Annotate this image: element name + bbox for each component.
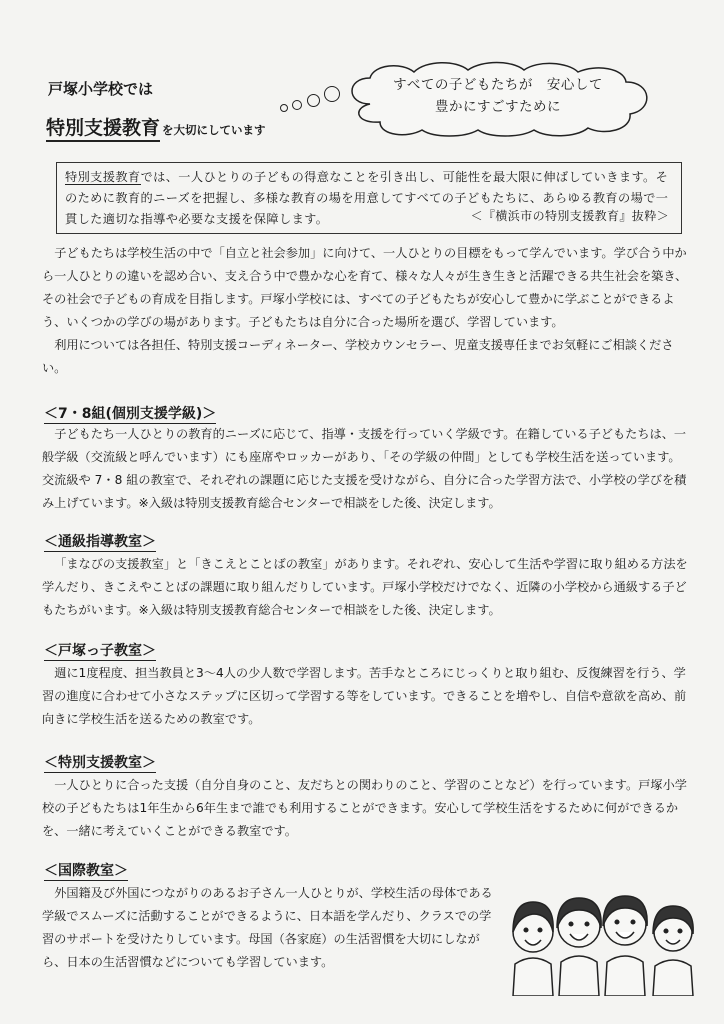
- child-figure: [653, 906, 693, 996]
- quote-text: では、一人ひとりの子どもの得意なことを引き出し、可能性を最大限に伸ばしていきます。そのために教育的ニーズを把握し、多様な教育の場を用意してすべての子どもたちに、あらゆる教育の場で一貫した適切な指導や必要な支援を保障します。: [65, 170, 669, 226]
- children-illustration: [505, 888, 701, 996]
- child-figure: [557, 898, 601, 996]
- quote-keyword: 特別支援教育: [65, 170, 141, 184]
- quote-box: [56, 162, 682, 234]
- thought-bubble-dot: [324, 86, 340, 102]
- cloud-line-1: すべての子どもたちが 安心して: [393, 77, 603, 93]
- thought-bubble-dot: [280, 104, 288, 112]
- cloud-message: [340, 74, 656, 118]
- child-figure: [513, 902, 553, 996]
- intro-paragraph-2: 利用については各担任、特別支援コーディネーター、学校カウンセラー、児童支援専任までお気軽にご相談ください。: [42, 338, 674, 375]
- section-title: ＜戸塚っ子教室＞: [44, 640, 156, 661]
- thought-bubble-dot: [292, 100, 302, 110]
- section-body: 一人ひとりに合った支援（自分自身のこと、友だちとの関わりのこと、学習のことなど）を行っています。戸塚小学校の子どもたちは1年生から6年生まで誰でも利用することができます。安心して学校生活をするために何ができるかを、一緒に考えていくことができる教室です。: [42, 778, 687, 838]
- header-line: 戸塚小学校では: [48, 80, 154, 98]
- section-body: 週に1度程度、担当教員と3～4人の少人数で学習します。苦手なところにじっくりと取り組む、反復練習を行う、学習の進度に合わせて小さなステップに区切って学習する等をしています。できることを増やし、自信や意欲を高め、前向きに学校生活を送るための教室です。: [42, 666, 687, 726]
- section-body: 子どもたち一人ひとりの教育的ニーズに応じて、指導・支援を行っていく学級です。在籍している子どもたちは、一般学級（交流級と呼んでいます）にも座席やロッカーがあり、「その学級の仲間」としても学校生活を送っています。交流級や 7・8 組の教室で、それぞれの課題に応じた支援を受けながら、自分に合った学習方法で、小学校の学びを積み上げています。※入級は特別支援教育総合センターで相談をした後、決定します。: [42, 427, 687, 510]
- cloud-line-2: 豊かにすごすために: [435, 99, 561, 115]
- section-title: ＜国際教室＞: [44, 860, 128, 881]
- section-title: ＜通級指導教室＞: [44, 531, 156, 552]
- section-body: 「まなびの支援教室」と「きこえとことばの教室」があります。それぞれ、安心して生活や学習に取り組める方法を学んだり、きこえやことばの課題に取り組んだりしています。戸塚小学校だけでなく、近隣の小学校から通級する子どもたちがいます。※入級は特別支援教育総合センターで相談をした後、決定します。: [42, 557, 688, 617]
- page-title: [46, 113, 266, 140]
- quote-source: ＜『横浜市の特別支援教育』抜粋＞: [470, 209, 669, 223]
- child-figure: [603, 896, 647, 996]
- page-title-emphasis: 特別支援教育: [46, 117, 160, 142]
- section-title: ＜特別支援教室＞: [44, 752, 156, 773]
- intro-paragraph: 子どもたちは学校生活の中で「自立と社会参加」に向けて、一人ひとりの目標をもって学んでいます。学び合う中から一人ひとりの違いを認め合い、支え合う中で豊かな心を育て、様々な人々が生き生きと活躍できる共生社会を築き、その社会で子どもの育成を目指します。戸塚小学校には、すべての子どもたちが安心して豊かに学ぶことができるよう、いくつかの学びの場があります。子どもたちは自分に合った場所を選び、学習しています。: [42, 246, 688, 329]
- page-title-suffix: を大切にしています: [162, 123, 266, 137]
- section-body: 外国籍及び外国につながりのあるお子さん一人ひとりが、学校生活の母体である学級でスムーズに活動することができるように、日本語を学んだり、クラスでの学習のサポートを受けたりしています。母国（各家庭）の生活習慣を大切にしながら、日本の生活習慣などについても学習しています。: [42, 886, 493, 969]
- thought-bubble-dot: [307, 94, 320, 107]
- section-title: ＜7・8組(個別支援学級)＞: [44, 403, 216, 424]
